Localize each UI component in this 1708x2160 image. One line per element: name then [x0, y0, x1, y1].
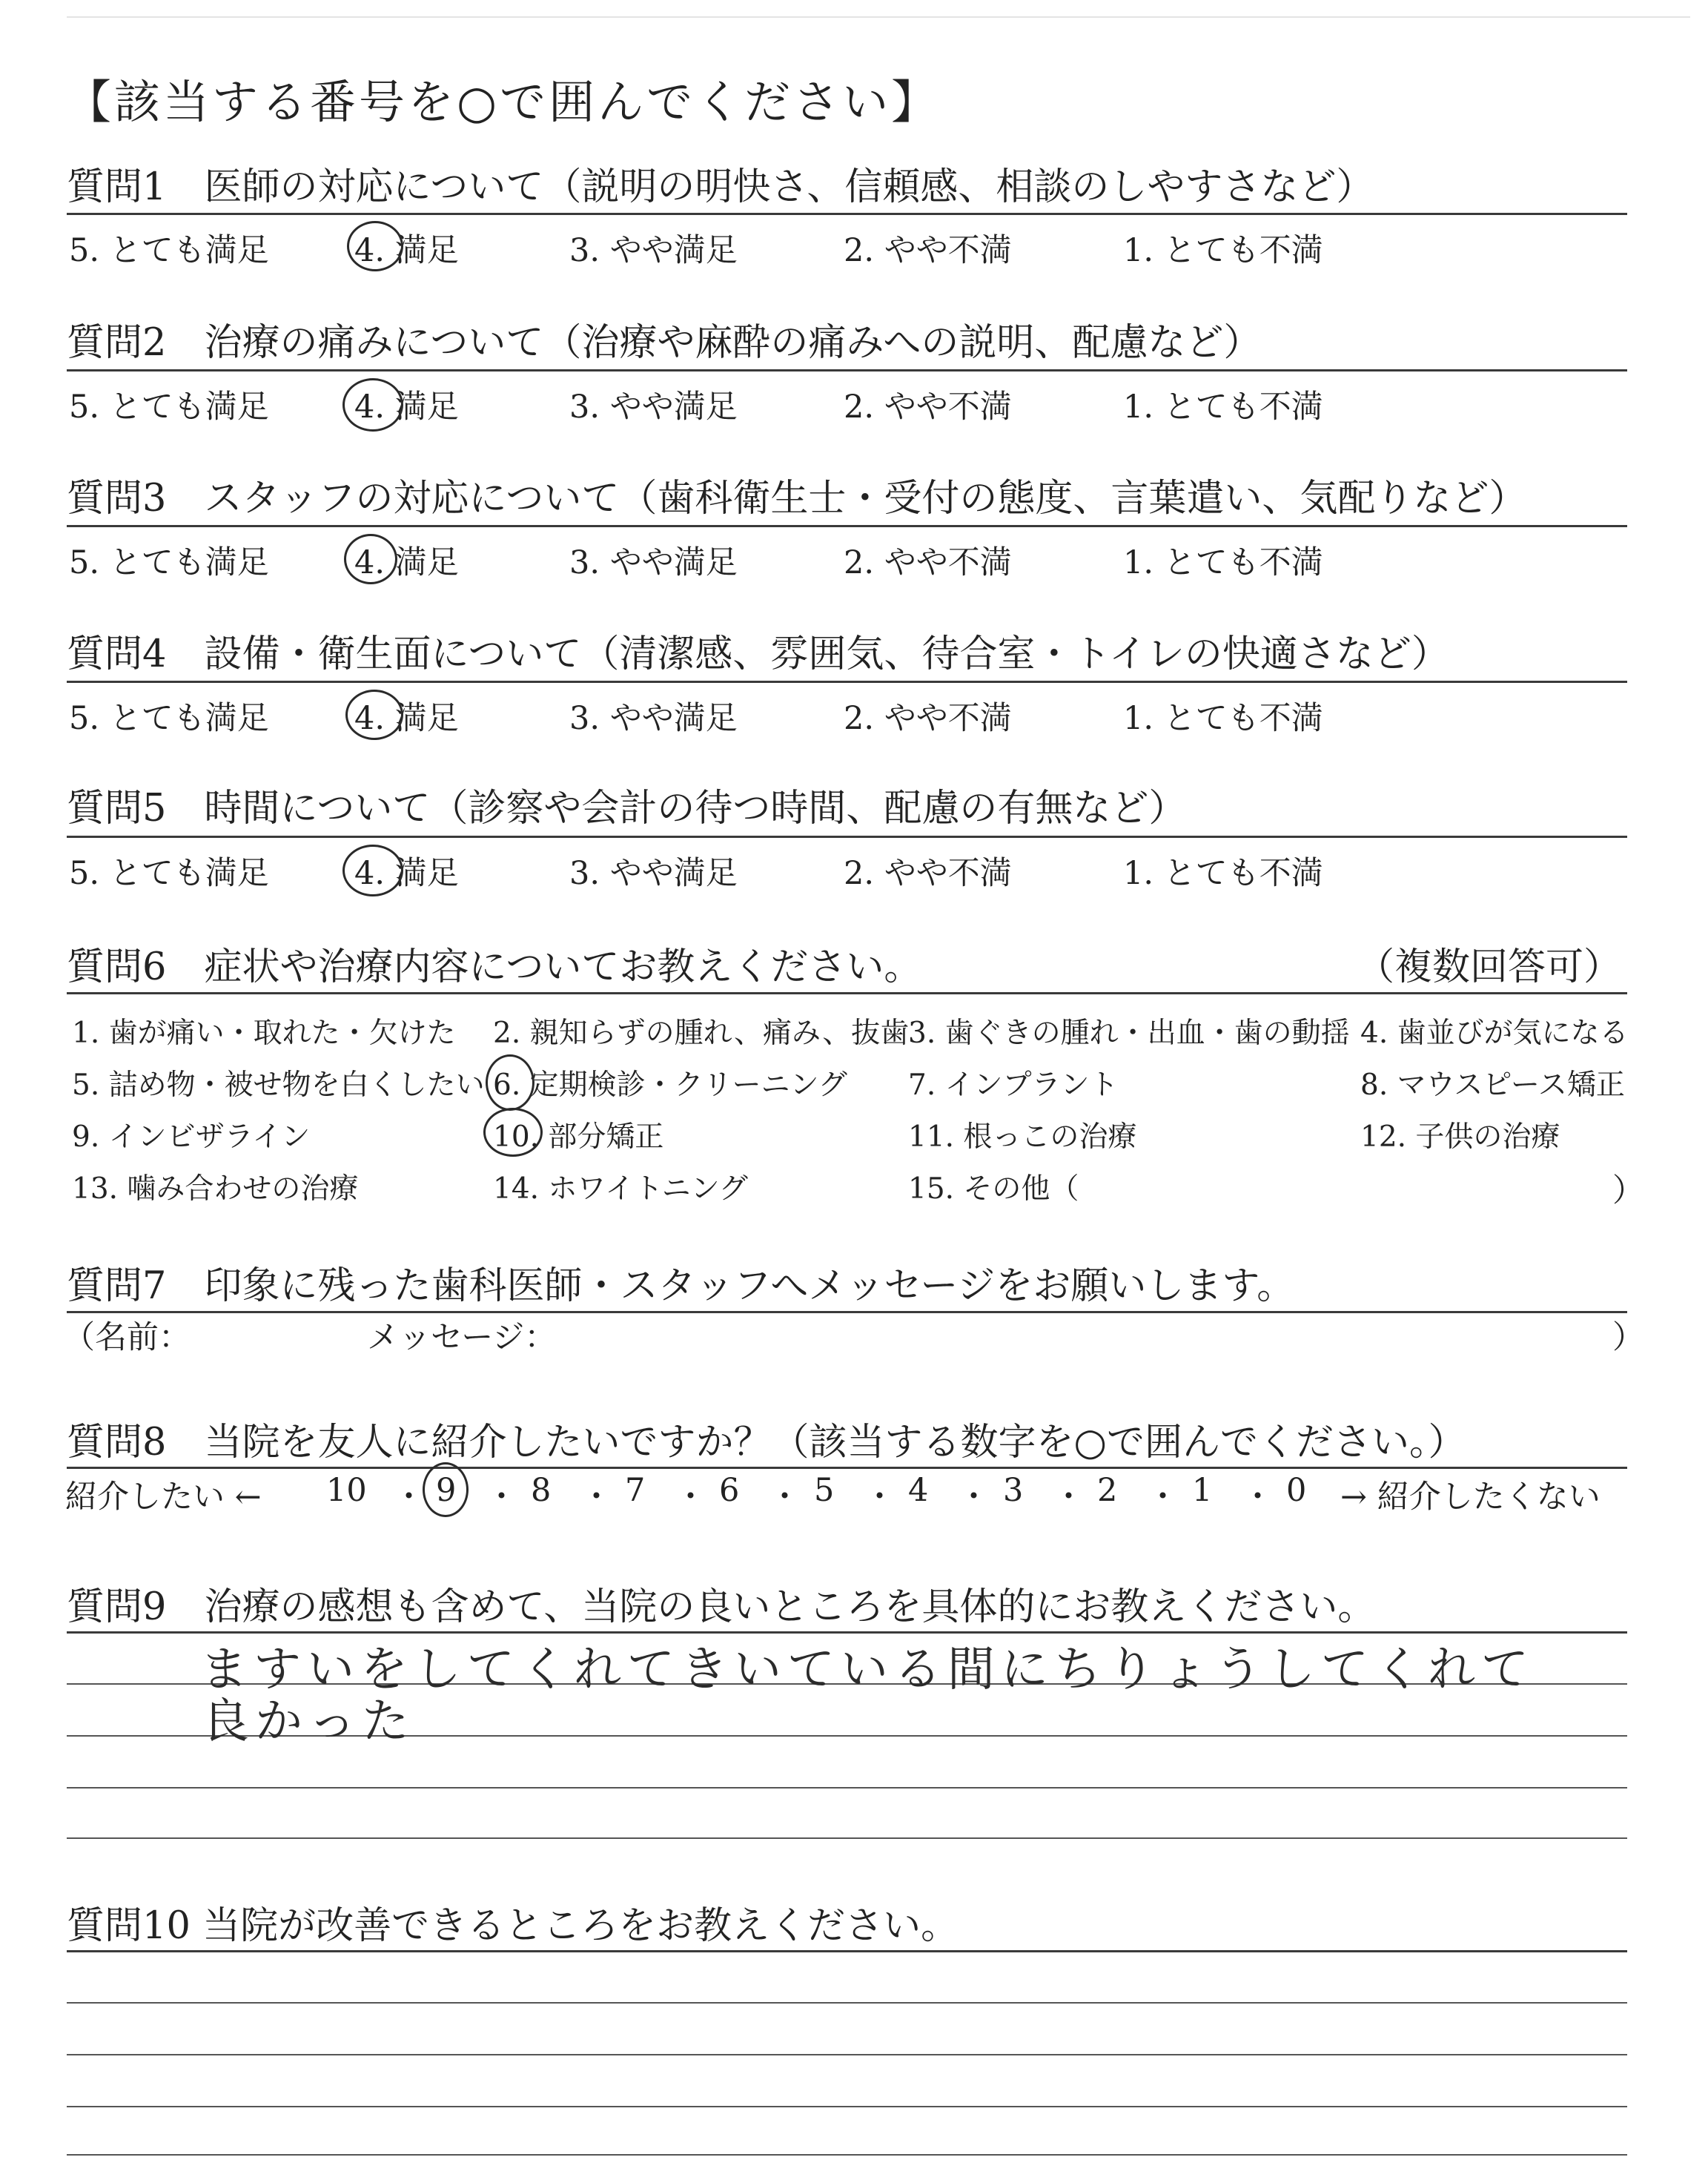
option-5[interactable]: 5. とても満足 — [69, 855, 269, 892]
scale-7[interactable]: 7 — [625, 1472, 646, 1509]
selection-circle — [483, 1108, 543, 1157]
option-5[interactable]: 5. とても満足 — [69, 389, 269, 426]
selection-circle — [423, 1462, 469, 1517]
question-rule — [67, 681, 1627, 683]
name-label: （名前： — [63, 1319, 191, 1356]
selection-circle — [347, 221, 403, 271]
option-2[interactable]: 2. やや不満 — [844, 700, 1012, 737]
option-5[interactable]: 5. とても満足 — [69, 700, 269, 737]
option-4[interactable]: 4. 満足 — [354, 855, 459, 892]
symptom-option-2[interactable]: 2. 親知らずの腫れ、痛み、抜歯 — [493, 1017, 910, 1050]
option-5[interactable]: 5. とても満足 — [69, 544, 269, 581]
scale-9[interactable]: 9 — [436, 1472, 457, 1509]
selection-circle — [486, 1054, 534, 1111]
symptom-option-15[interactable]: 15. その他（ — [908, 1172, 1079, 1206]
answer-line — [67, 2106, 1627, 2107]
scale-10[interactable]: 10 — [326, 1472, 367, 1509]
option-4[interactable]: 4. 満足 — [354, 232, 459, 269]
option-2[interactable]: 2. やや不満 — [844, 544, 1012, 581]
answer-line — [67, 1837, 1627, 1839]
question-rule — [67, 1950, 1627, 1952]
selection-circle — [345, 690, 403, 740]
scale-4[interactable]: 4 — [908, 1472, 929, 1509]
option-4[interactable]: 4. 満足 — [354, 700, 459, 737]
option-4[interactable]: 4. 満足 — [354, 389, 459, 426]
scale-dot: ・ — [1147, 1479, 1179, 1516]
symptom-option-12[interactable]: 12. 子供の治療 — [1360, 1120, 1560, 1154]
question-title: 質問10 当院が改善できるところをお教えください。 — [67, 1904, 959, 1948]
recommend-left-label: 紹介したい ← — [65, 1479, 262, 1516]
question-title: 質問6 症状や治療内容についてお教えください。 — [67, 945, 922, 989]
scale-6[interactable]: 6 — [719, 1472, 740, 1509]
question-title: 質問5 時間について（診察や会計の待つ時間、配慮の有無など） — [67, 787, 1187, 830]
question-title: 質問2 治療の痛みについて（治療や麻酔の痛みへの説明、配慮など） — [67, 321, 1262, 365]
option-4[interactable]: 4. 満足 — [354, 544, 459, 581]
other-close-paren: ） — [1612, 1172, 1644, 1209]
scale-dot: ・ — [958, 1479, 990, 1516]
scale-5[interactable]: 5 — [814, 1472, 835, 1509]
symptom-option-1[interactable]: 1. 歯が痛い・取れた・欠けた — [72, 1017, 456, 1050]
selection-circle — [342, 845, 403, 896]
scale-1[interactable]: 1 — [1192, 1472, 1213, 1509]
answer-line — [67, 2054, 1627, 2055]
option-3[interactable]: 3. やや満足 — [569, 389, 738, 426]
option-1[interactable]: 1. とても不満 — [1123, 700, 1323, 737]
scale-dot: ・ — [1053, 1479, 1085, 1516]
symptom-option-11[interactable]: 11. 根っこの治療 — [908, 1120, 1137, 1154]
question-title: 質問1 医師の対応について（説明の明快さ、信頼感、相談のしやすさなど） — [67, 165, 1374, 209]
symptom-option-13[interactable]: 13. 噛み合わせの治療 — [72, 1172, 359, 1206]
option-3[interactable]: 3. やや満足 — [569, 855, 738, 892]
scale-dot: ・ — [769, 1479, 801, 1516]
message-label: メッセージ： — [367, 1319, 557, 1356]
option-2[interactable]: 2. やや不満 — [844, 855, 1012, 892]
handwritten-answer-line-2: 良かった — [202, 1694, 415, 1749]
scale-8[interactable]: 8 — [531, 1472, 552, 1509]
option-3[interactable]: 3. やや満足 — [569, 700, 738, 737]
option-2[interactable]: 2. やや不満 — [844, 389, 1012, 426]
scale-0[interactable]: 0 — [1286, 1472, 1307, 1509]
option-1[interactable]: 1. とても不満 — [1123, 232, 1323, 269]
question-rule — [67, 1467, 1627, 1469]
option-2[interactable]: 2. やや不満 — [844, 232, 1012, 269]
scale-dot: ・ — [675, 1479, 706, 1516]
scale-dot: ・ — [864, 1479, 896, 1516]
question-rule — [67, 1311, 1627, 1313]
answer-line — [67, 1787, 1627, 1789]
scale-dot: ・ — [580, 1479, 612, 1516]
question-title: 質問8 当院を友人に紹介したいですか？（該当する数字を○で囲んでください。） — [67, 1421, 1466, 1464]
question-rule — [67, 369, 1627, 371]
page-top-edge — [67, 16, 1690, 18]
option-1[interactable]: 1. とても不満 — [1123, 389, 1323, 426]
option-3[interactable]: 3. やや満足 — [569, 232, 738, 269]
message-close-paren: ） — [1612, 1319, 1644, 1356]
symptom-option-7[interactable]: 7. インプラント — [908, 1069, 1119, 1102]
question-rule — [67, 213, 1627, 215]
question-rule — [67, 525, 1627, 527]
selection-circle — [344, 534, 397, 584]
multiple-answer-note: （複数回答可） — [1357, 945, 1622, 989]
question-title: 質問3 スタッフの対応について（歯科衛生士・受付の態度、言葉遣い、気配りなど） — [67, 477, 1527, 521]
question-title: 質問9 治療の感想も含めて、当院の良いところを具体的にお教えください。 — [67, 1585, 1376, 1629]
question-title: 質問4 設備・衛生面について（清潔感、雰囲気、待合室・トイレの快適さなど） — [67, 633, 1449, 676]
recommend-right-label: → 紹介したくない — [1340, 1479, 1601, 1516]
symptom-option-6[interactable]: 6. 定期検診・クリーニング — [493, 1069, 847, 1102]
selection-circle — [342, 378, 403, 432]
option-5[interactable]: 5. とても満足 — [69, 232, 269, 269]
scale-3[interactable]: 3 — [1003, 1472, 1024, 1509]
question-rule — [67, 992, 1627, 994]
scale-dot: ・ — [393, 1479, 425, 1516]
answer-line — [67, 2154, 1627, 2156]
scale-2[interactable]: 2 — [1097, 1472, 1118, 1509]
symptom-option-3[interactable]: 3. 歯ぐきの腫れ・出血・歯の動揺 — [908, 1017, 1350, 1050]
symptom-option-10[interactable]: 10. 部分矯正 — [493, 1120, 664, 1154]
scale-dot: ・ — [1242, 1479, 1274, 1516]
symptom-option-4[interactable]: 4. 歯並びが気になる — [1360, 1017, 1629, 1050]
scale-dot: ・ — [486, 1479, 517, 1516]
symptom-option-5[interactable]: 5. 詰め物・被せ物を白くしたい — [72, 1069, 485, 1102]
option-1[interactable]: 1. とても不満 — [1123, 544, 1323, 581]
handwritten-answer-line-1: ますいをしてくれてきいている間にちりょうしてくれて — [200, 1642, 1535, 1697]
option-3[interactable]: 3. やや満足 — [569, 544, 738, 581]
symptom-option-8[interactable]: 8. マウスピース矯正 — [1360, 1069, 1625, 1102]
symptom-option-14[interactable]: 14. ホワイトニング — [493, 1172, 748, 1206]
page-heading: 【該当する番号を○で囲んでください】 — [65, 75, 941, 129]
option-1[interactable]: 1. とても不満 — [1123, 855, 1323, 892]
question-title: 質問7 印象に残った歯科医師・スタッフへメッセージをお願いします。 — [67, 1264, 1295, 1308]
symptom-option-9[interactable]: 9. インビザライン — [72, 1120, 311, 1154]
answer-line — [67, 2002, 1627, 2004]
question-rule — [67, 836, 1627, 838]
